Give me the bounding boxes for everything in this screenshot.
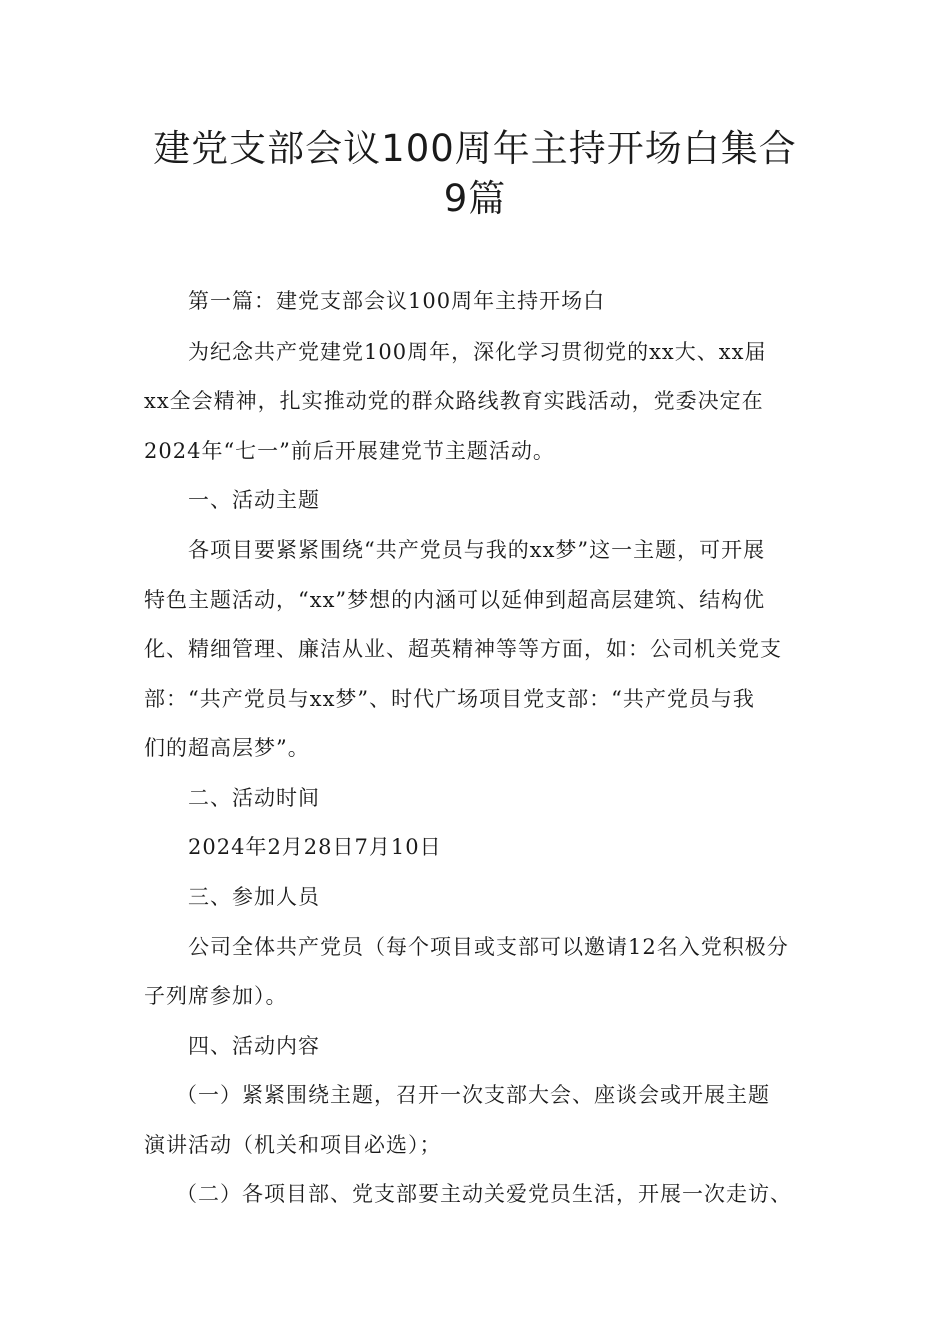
document-title [100,124,850,224]
paragraph-line: 公司全体共产党员（每个项目或支部可以邀请12名入党积极分 [188,935,789,959]
paragraph-line: 子列席参加）。 [144,984,288,1008]
paragraph-line: 2024年2月28日7月10日 [188,835,442,859]
paragraph-line: 部：“共产党员与xx梦”、时代广场项目党支部：“共产党员与我 [144,687,755,711]
section-heading: 三、参加人员 [188,885,320,909]
section-heading: 一、活动主题 [188,488,320,512]
paragraph-line: 们的超高层梦”。 [144,736,310,760]
paragraph-line: 化、精细管理、廉洁从业、超英精神等等方面，如：公司机关党支 [144,637,782,661]
paragraph-line: 特色主题活动，“xx”梦想的内涵可以延伸到超高层建筑、结构优 [144,588,766,612]
paragraph-line: 各项目要紧紧围绕“共产党员与我的xx梦”这一主题，可开展 [188,538,766,562]
title-line-2: 9篇 [443,177,507,220]
paragraph-line: （一）紧紧围绕主题，召开一次支部大会、座谈会或开展主题 [176,1083,770,1107]
paragraph-line: 为纪念共产党建党100周年，深化学习贯彻党的xx大、xx届 [188,340,767,364]
section-heading: 四、活动内容 [188,1034,320,1058]
paragraph-line: 2024年“七一”前后开展建党节主题活动。 [144,439,555,463]
paragraph-line: xx全会精神，扎实推动党的群众路线教育实践活动，党委决定在 [144,389,764,413]
section-heading: 二、活动时间 [188,786,320,810]
title-line-1: 建党支部会议100周年主持开场白集合 [153,127,797,170]
paragraph-line: （二）各项目部、党支部要主动关爱党员生活，开展一次走访、 [176,1182,792,1206]
section-heading: 第一篇：建党支部会议100周年主持开场白 [188,289,606,313]
paragraph-line: 演讲活动（机关和项目必选）； [144,1133,442,1157]
